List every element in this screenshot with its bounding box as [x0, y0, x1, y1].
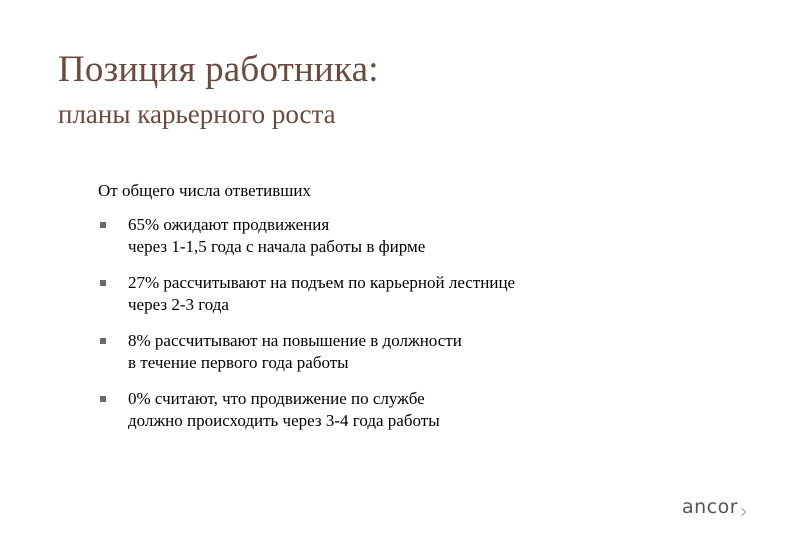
bullet-line-2: в течение первого года работы — [128, 353, 349, 372]
bullet-list — [100, 214, 515, 446]
bullet-line-1: 27% рассчитывают на подъем по карьерной лестнице — [128, 273, 516, 292]
square-bullet-icon — [100, 396, 106, 402]
bullet-line-2: через 1-1,5 года с начала работы в фирме — [128, 237, 426, 256]
logo-text: ancor — [682, 496, 739, 518]
square-bullet-icon — [100, 222, 106, 228]
square-bullet-icon — [100, 280, 106, 286]
slide-subtitle: планы карьерного роста — [58, 99, 336, 129]
logo-mark-icon — [738, 508, 746, 516]
bullet-line-1: 0% считают, что продвижение по службе — [128, 389, 425, 408]
bullet-line-1: 65% ожидают продвижения — [128, 215, 330, 234]
slide-title: Позиция работника: — [58, 49, 379, 90]
square-bullet-icon — [100, 338, 106, 344]
bullet-item — [100, 214, 515, 258]
bullet-item — [100, 272, 515, 316]
bullet-item — [100, 388, 515, 432]
intro-text: От общего числа ответивших — [98, 181, 311, 200]
bullet-line-1: 8% рассчитывают на повышение в должности — [128, 331, 462, 350]
bullet-line-2: должно происходить через 3-4 года работы — [128, 411, 440, 430]
bullet-item — [100, 330, 515, 374]
ancor-logo — [682, 495, 745, 519]
bullet-line-2: через 2-3 года — [128, 295, 229, 314]
